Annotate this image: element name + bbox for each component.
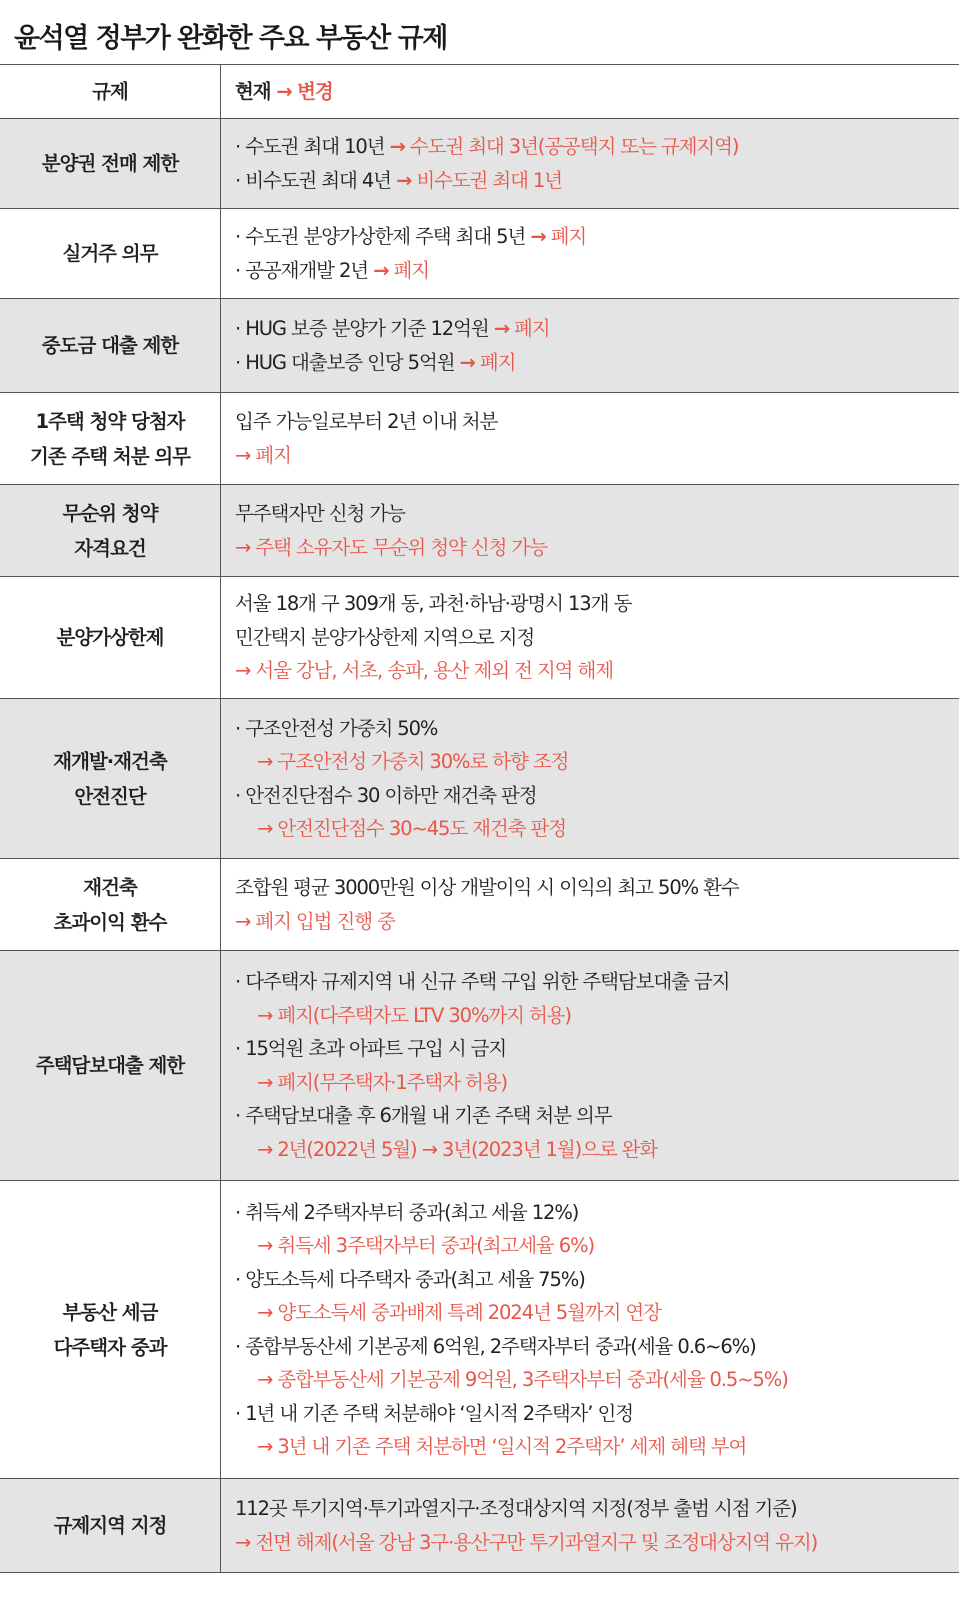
regulation-name xyxy=(0,859,221,951)
regulation-name xyxy=(0,119,221,209)
current-text: · 취득세 2주택자부터 중과(최고 세율 12%) xyxy=(235,1200,579,1224)
change-item xyxy=(235,254,953,288)
changed-text: → 2년(2022년 5월) → 3년(2023년 1월)으로 완화 xyxy=(257,1137,658,1161)
changed-text: → 주택 소유자도 무순위 청약 신청 가능 xyxy=(235,535,547,559)
arrow-icon: → xyxy=(395,168,412,192)
regulation-name xyxy=(0,699,221,859)
current-text: · 구조안전성 가중치 50% xyxy=(235,716,438,740)
table-row xyxy=(0,577,959,699)
changed-text: → 전면 해제(서울 강남 3구·용산구만 투기과열지구 및 조정대상지역 유지) xyxy=(235,1530,818,1554)
arrow-icon: → xyxy=(493,317,509,340)
current-text: · 수도권 분양가상한제 주택 최대 5년 xyxy=(235,225,531,248)
changed-text: → 3년 내 기존 주택 처분하면 ‘일시적 2주택자’ 세제 혜택 부여 xyxy=(257,1435,747,1458)
table-row xyxy=(0,119,959,209)
regulation-change xyxy=(221,209,960,299)
changed-text: → 종합부동산세 기본공제 9억원, 3주택자부터 중과(세율 0.5~5%) xyxy=(257,1368,788,1391)
current-text: 무주택자만 신청 가능 xyxy=(235,502,405,525)
current-text: 112곳 투기지역·투기과열지구·조정대상지역 지정(정부 출범 시점 기준) xyxy=(235,1497,797,1520)
changed-text: 폐지 xyxy=(508,317,550,340)
current-text: · 15억원 초과 아파트 구입 시 금지 xyxy=(235,1037,507,1060)
regulation-name xyxy=(0,577,221,699)
table-header-row xyxy=(0,65,959,119)
changed-text: → 폐지(무주택자·1주택자 허용) xyxy=(257,1070,507,1094)
changed-text: 수도권 최대 3년(공공택지 또는 규제지역) xyxy=(404,135,739,158)
regulation-name-line: 주택담보대출 제한 xyxy=(35,1054,185,1077)
table-row xyxy=(0,485,959,577)
regulation-change xyxy=(221,699,960,859)
regulation-change xyxy=(221,393,960,485)
header-current-label: 현재 xyxy=(235,79,271,103)
regulation-change xyxy=(221,299,960,393)
regulation-name-line: 재개발·재건축 xyxy=(53,749,167,773)
regulation-name xyxy=(0,951,221,1181)
regulation-name-line: 다주택자 중과 xyxy=(53,1335,167,1359)
table-row xyxy=(0,1479,959,1573)
arrow-icon: → xyxy=(373,258,389,282)
current-text: · 비수도권 최대 4년 xyxy=(235,168,396,192)
change-item xyxy=(235,346,953,380)
regulation-name-line: 자격요건 xyxy=(74,536,146,560)
current-text: 입주 가능일로부터 2년 이내 처분 xyxy=(235,410,498,433)
changed-text: → 폐지 xyxy=(235,443,291,467)
current-text: · 종합부동산세 기본공제 6억원, 2주택자부터 중과(세율 0.6~6%) xyxy=(235,1334,756,1358)
regulation-change xyxy=(221,577,960,699)
regulation-change xyxy=(221,1181,960,1479)
regulation-name-line: 기존 주택 처분 의무 xyxy=(29,444,191,468)
changed-text: → 구조안전성 가중치 30%로 하향 조정 xyxy=(257,750,569,773)
header-change xyxy=(221,65,960,119)
regulation-name-line: 중도금 대출 제한 xyxy=(41,334,179,357)
regulation-change xyxy=(221,1479,960,1573)
page-title: 윤석열 정부가 완화한 주요 부동산 규제 xyxy=(14,23,447,54)
change-item xyxy=(235,130,953,164)
changed-text: 비수도권 최대 1년 xyxy=(411,168,562,192)
current-text: · 1년 내 기존 주택 처분해야 ‘일시적 2주택자’ 인정 xyxy=(235,1401,633,1425)
current-text: · 공공재개발 2년 xyxy=(235,258,374,282)
table-row xyxy=(0,951,959,1181)
regulation-change xyxy=(221,859,960,951)
table-row xyxy=(0,299,959,393)
change-item xyxy=(235,312,953,346)
arrow-icon: → xyxy=(276,79,292,103)
changed-text: → 양도소득세 중과배제 특례 2024년 5월까지 연장 xyxy=(257,1301,661,1324)
table-row xyxy=(0,209,959,299)
regulation-change xyxy=(221,119,960,209)
current-text: · 안전진단점수 30 이하만 재건축 판정 xyxy=(235,783,537,807)
regulation-table xyxy=(0,64,959,1573)
changed-text: 폐지 xyxy=(474,350,516,374)
change-item xyxy=(235,164,953,198)
regulation-name-line: 분양권 전매 제한 xyxy=(41,152,179,175)
arrow-icon: → xyxy=(459,350,475,374)
regulation-name-line: 초과이익 환수 xyxy=(53,910,167,934)
regulation-change xyxy=(221,485,960,577)
changed-text: → 폐지 입법 진행 중 xyxy=(235,909,395,933)
changed-text: 폐지 xyxy=(388,258,429,282)
change-item xyxy=(235,220,953,254)
regulation-name xyxy=(0,393,221,485)
current-text: · HUG 대출보증 인당 5억원 xyxy=(235,350,460,374)
regulation-name-line: 안전진단 xyxy=(74,784,146,808)
header-changed-label: 변경 xyxy=(297,79,333,103)
changed-text: → 취득세 3주택자부터 중과(최고세율 6%) xyxy=(257,1234,595,1257)
current-text: 민간택지 분양가상한제 지역으로 지정 xyxy=(235,625,535,649)
table-row xyxy=(0,699,959,859)
regulation-change xyxy=(221,951,960,1181)
changed-text: → 안전진단점수 30~45도 재건축 판정 xyxy=(257,817,566,840)
regulation-name xyxy=(0,209,221,299)
current-text: · HUG 보증 분양가 기준 12억원 xyxy=(235,317,494,340)
regulation-name xyxy=(0,299,221,393)
changed-text: → 서울 강남, 서초, 송파, 용산 제외 전 지역 해제 xyxy=(235,659,613,683)
regulation-name-line: 분양가상한제 xyxy=(56,626,164,649)
regulation-name-line: 규제지역 지정 xyxy=(53,1514,167,1537)
current-text: · 다주택자 규제지역 내 신규 주택 구입 위한 주택담보대출 금지 xyxy=(235,970,730,993)
changed-text: 폐지 xyxy=(545,225,587,248)
header-regulation: 규제 xyxy=(0,65,221,119)
arrow-icon: → xyxy=(389,135,405,158)
regulation-name xyxy=(0,1181,221,1479)
changed-text: → 폐지(다주택자도 LTV 30%까지 허용) xyxy=(257,1003,571,1027)
regulation-name xyxy=(0,485,221,577)
regulation-name-line: 실거주 의무 xyxy=(62,242,158,265)
current-text: · 양도소득세 다주택자 중과(최고 세율 75%) xyxy=(235,1267,585,1291)
regulation-name xyxy=(0,1479,221,1573)
regulation-name-line: 재건축 xyxy=(83,875,137,899)
regulation-name-line: 1주택 청약 당첨자 xyxy=(35,409,185,433)
regulation-name-line: 무순위 청약 xyxy=(62,501,158,525)
table-row xyxy=(0,393,959,485)
table-row xyxy=(0,1181,959,1479)
current-text: · 수도권 최대 10년 xyxy=(235,135,390,158)
current-text: · 주택담보대출 후 6개월 내 기존 주택 처분 의무 xyxy=(235,1104,612,1127)
current-text: 조합원 평균 3000만원 이상 개발이익 시 이익의 최고 50% 환수 xyxy=(235,876,739,899)
regulation-name-line: 부동산 세금 xyxy=(62,1300,158,1324)
current-text: 서울 18개 구 309개 동, 과천·하남·광명시 13개 동 xyxy=(235,592,632,616)
arrow-icon: → xyxy=(530,225,546,248)
table-row xyxy=(0,859,959,951)
